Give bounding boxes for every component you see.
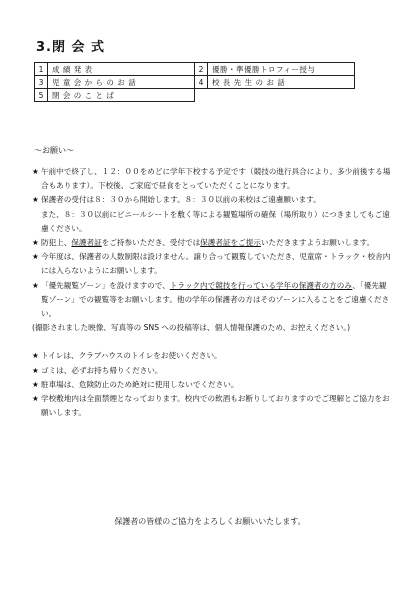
program-number: 4 bbox=[195, 76, 208, 89]
note-dismissal: ★ 午前中で終了し、１２：００をめどに学年下校する予定です（競技の進行具合により、多少前後する場合もあります）。下校後、ご家庭で昼食をとっていただくことになります。 bbox=[32, 165, 392, 193]
note-parking: ★ 駐車場は、危険防止のため絶対に使用しないでください。 bbox=[32, 378, 392, 392]
star-icon: ★ bbox=[32, 167, 39, 176]
program-item: 閉 会 の こ と ば bbox=[48, 89, 195, 102]
note-guardian-pass: ★ 防犯上、保護者証をご持参いただき、受付では保護者証をご提示いただきますようお願いします。 bbox=[32, 236, 392, 250]
program-row bbox=[35, 89, 355, 102]
star-icon: ★ bbox=[32, 195, 39, 205]
program-item: 成 績 発 表 bbox=[48, 63, 195, 76]
notes-list bbox=[32, 165, 392, 420]
notes-heading: ～お願い～ bbox=[34, 146, 74, 155]
star-icon: ★ bbox=[32, 252, 39, 262]
program-item: 優勝・準優勝トロフィー授与 bbox=[208, 63, 355, 76]
program-number: 2 bbox=[195, 63, 208, 76]
program-number: 3 bbox=[35, 76, 48, 89]
underlined-text: 保護者証をご提示 bbox=[200, 238, 261, 248]
program-item: 校 長 先 生 の お 話 bbox=[208, 76, 355, 89]
note-attendance: ★ 今年度は、保護者の人数制限は設けません。譲り合って観覧していただき、児童席・トラック・校舎内には入らないようにお願いします。 bbox=[32, 250, 392, 278]
program-item: 児 童 会 か ら の お 話 bbox=[48, 76, 195, 89]
section-title: 3.閉 会 式 bbox=[36, 40, 106, 55]
program-row bbox=[35, 76, 355, 89]
underlined-text: 保護者証 bbox=[71, 238, 102, 248]
star-icon: ★ bbox=[32, 351, 39, 361]
star-icon: ★ bbox=[32, 394, 39, 404]
star-icon: ★ bbox=[32, 365, 39, 375]
note-trash: ★ ゴミは、必ずお持ち帰りください。 bbox=[32, 364, 392, 378]
note-reception: ★ 保護者の受付は８：３０から開始します。８：３０以前の来校はご遠慮願います。 また、８：３０以前にビニールシートを敷く等による観覧場所の確保（場所取り）につきましてもご遠慮ください。 bbox=[32, 193, 392, 236]
star-icon: ★ bbox=[32, 238, 39, 248]
note-sns: (撮影されました映像、写真等の SNS への投稿等は、個人情報保護のため、お控えください。) bbox=[32, 323, 351, 333]
closing-message: 保護者の皆様のご協力をよろしくお願いいたします。 bbox=[114, 517, 306, 526]
program-number: 1 bbox=[35, 63, 48, 76]
note-toilet: ★ トイレは、クラブハウスのトイレをお使いください。 bbox=[32, 349, 392, 363]
underlined-text: トラック内で競技を行っている学年の保護者の方のみ bbox=[169, 280, 353, 290]
program-number: 5 bbox=[35, 89, 48, 102]
note-smoking: ★ 学校敷地内は全面禁煙となっております。校内での飲酒もお断りしておりますのでご理解とご協力をお願いします。 bbox=[32, 392, 392, 420]
program-table bbox=[34, 62, 355, 102]
note-priority-zone: ★ 「優先観覧ゾーン」を設けますので、トラック内で競技を行っている学年の保護者の方のみ、「優先観覧ゾーン」での観覧等をお願いします。他の学年の保護者の方はそのゾーンに入ることをご遠慮ください。 bbox=[32, 279, 392, 322]
program-row bbox=[35, 63, 355, 76]
star-icon: ★ bbox=[32, 280, 39, 290]
star-icon: ★ bbox=[32, 379, 39, 389]
